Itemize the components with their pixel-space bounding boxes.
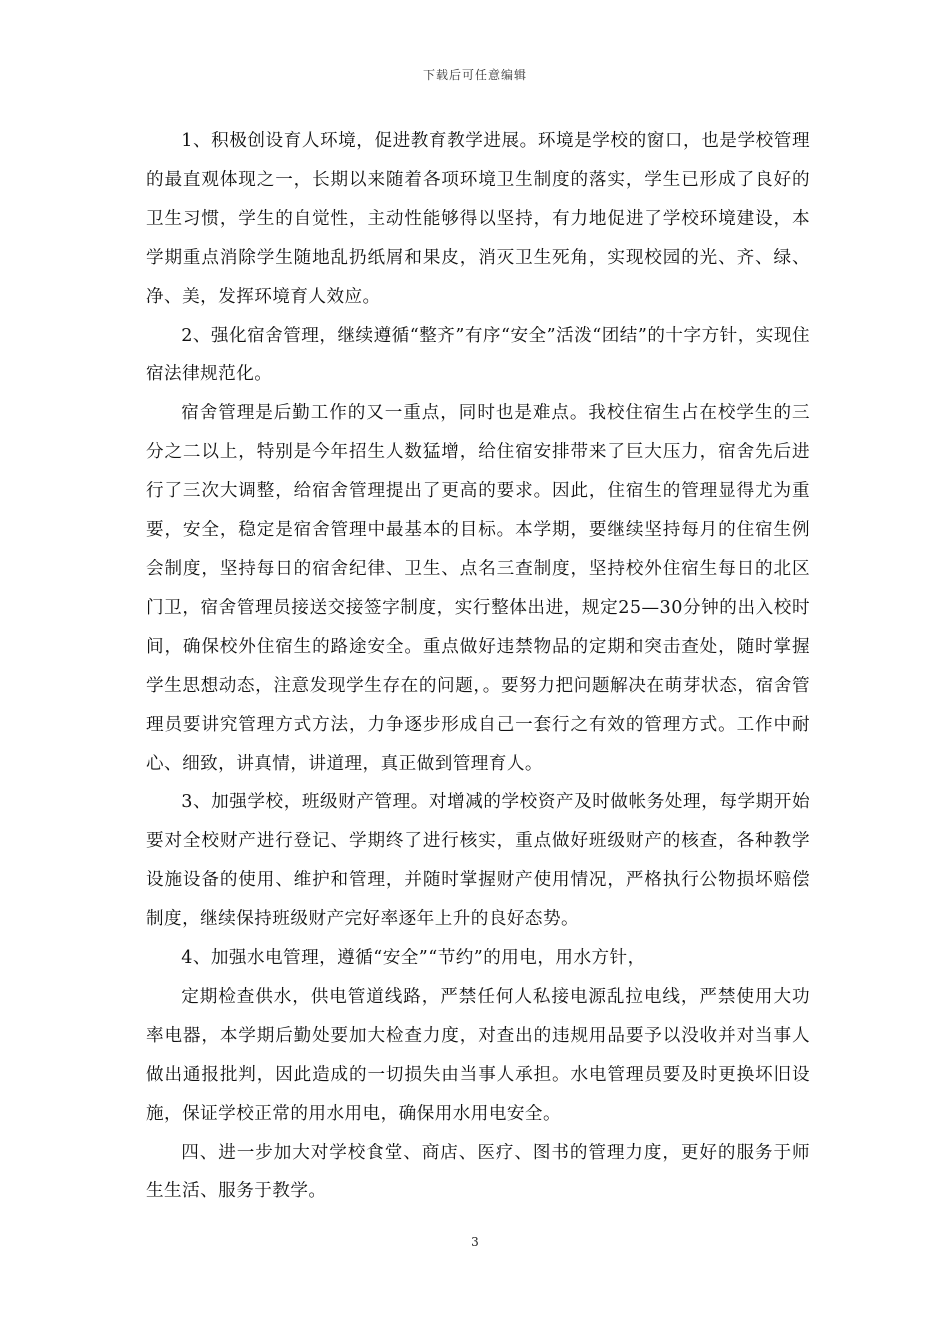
- page-number: 3: [471, 1235, 479, 1249]
- paragraph-dormitory-policy: 2、强化宿舍管理，继续遵循“整齐”有序“安全”活泼“团结”的十字方针，实现住宿法律规范化。: [146, 325, 810, 385]
- paragraph-property-management: 3、加强学校，班级财产管理。对增减的学校资产及时做帐务处理，每学期开始要对全校财产进行登记、学期终了进行核实，重点做好班级财产的核查，各种教学设施设备的使用、维护和管理，并随时掌握财产使用情况，严格执行公物损坏赔偿制度，继续保持班级财产完好率逐年上升的良好态势。: [146, 792, 810, 930]
- paragraph-utility-policy: 4、加强水电管理，遵循“安全”“节约”的用电，用水方针，: [181, 948, 646, 969]
- header-note: 下载后可任意编辑: [422, 68, 527, 82]
- paragraph-dormitory-management: 宿舍管理是后勤工作的又一重点，同时也是难点。我校住宿生占在校学生的三分之二以上，特别是今年招生人数猛增，给住宿安排带来了巨大压力，宿舍先后进行了三次大调整，给宿舍管理提出了更高的要求。因此，住宿生的管理显得尤为重要，安全，稳定是宿舍管理中最基本的目标。本学期，要继续坚持每月的住宿生例会制度，坚持每日的宿舍纪律、卫生、点名三查制度，坚持校外住宿生每日的北区门卫，宿舍管理员接送交接签字制度，实行整体出进，规定25—30分钟的出入校时间，确保校外住宿生的路途安全。重点做好违禁物品的定期和突击查处，随时掌握学生思想动态，注意发现学生存在的问题，。要努力把问题解决在萌芽状态，宿舍管理员要讲究管理方式方法，力争逐步形成自己一套行之有效的管理方式。工作中耐心、细致，讲真情，讲道理，真正做到管理育人。: [146, 403, 810, 774]
- document-body: [146, 122, 810, 1211]
- paragraph-environment: 1、积极创设育人环境，促进教育教学进展。环境是学校的窗口，也是学校管理的最直观体现之一，长期以来随着各项环境卫生制度的落实，学生已形成了良好的卫生习惯，学生的自觉性，主动性能够得以坚持，有力地促进了学校环境建设，本学期重点消除学生随地乱扔纸屑和果皮，消灭卫生死角，实现校园的光、齐、绿、净、美，发挥环境育人效应。: [146, 131, 810, 307]
- paragraph-services: 四、进一步加大对学校食堂、商店、医疗、图书的管理力度，更好的服务于师生生活、服务于教学。: [146, 1142, 810, 1202]
- paragraph-utility-inspection: 定期检查供水，供电管道线路，严禁任何人私接电源乱拉电线，严禁使用大功率电器，本学期后勤处要加大检查力度，对查出的违规用品要予以没收并对当事人做出通报批判，因此造成的一切损失由当事人承担。水电管理员要及时更换坏旧设施，保证学校正常的用水用电，确保用水用电安全。: [146, 986, 810, 1124]
